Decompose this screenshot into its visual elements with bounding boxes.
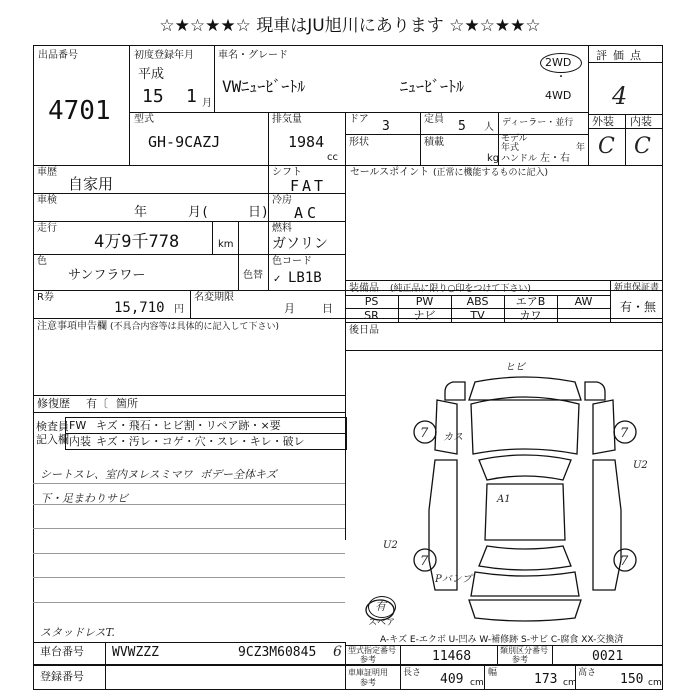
equipment-label: 装備品 [349, 283, 379, 294]
warranty-value: 有・無 [620, 300, 657, 314]
first-reg-label: 初度登録年月 [134, 50, 194, 61]
sales-point-note: (正常に機能するものに記入) [433, 168, 549, 178]
equip-ps: PS [364, 295, 379, 308]
equip-pw: PW [415, 295, 434, 308]
inspector-int-items: キズ・汚レ・コゲ・穴・スレ・キレ・破レ [96, 435, 305, 448]
color-code-label: 色コード [272, 256, 312, 267]
equip-sr: SR [364, 309, 379, 322]
diagram-hood [471, 397, 579, 454]
diagram-left-front-fender [435, 400, 457, 454]
height: 150 [620, 672, 644, 687]
door-count: 3 [382, 119, 390, 134]
equip-abs: ABS [466, 295, 489, 308]
body-type-label: 形状 [349, 137, 369, 148]
note-line1: シートスレ、室内ヌレスミマワ [40, 468, 193, 481]
diagram-mark-a1: A1 [497, 494, 511, 505]
door-label: ドア [349, 114, 369, 125]
inspector-fw-items: キズ・飛石・ヒビ割・リペア跡・×要 [96, 419, 281, 432]
dimensions-label: 車庫証明用 [348, 668, 388, 677]
model-year-unit: 年 [576, 143, 586, 153]
diagram-mark-u2-left: U2 [383, 540, 398, 551]
diagram-right-front-fender [593, 400, 615, 454]
history: 自家用 [68, 175, 114, 193]
length-unit: cm [470, 678, 484, 688]
name-change-label: 名変期限 [194, 292, 234, 303]
warranty-label: 新車保証書 [614, 283, 660, 293]
car-grade: ﾆｭｰﾋﾞｰﾄﾙ [400, 77, 465, 96]
diagram-mark-ks: カス [443, 432, 463, 443]
length-label: 長さ [403, 668, 422, 678]
history-label: 車歴 [37, 167, 57, 178]
lot-label: 出品番号 [38, 50, 78, 61]
equip-aw: AW [574, 295, 593, 308]
chassis-prefix: WVWZZZ [112, 645, 159, 660]
capacity-label: 定員 [424, 114, 444, 125]
dimensions-ref: 参考 [360, 678, 376, 687]
name-change-month: 月 [284, 302, 295, 315]
diagram-mark-pbump: Pバンプ [435, 574, 472, 585]
drive-4wd: 4WD [545, 89, 572, 102]
class-spec-ref: 参考 [512, 655, 528, 664]
width-unit: cm [563, 678, 577, 688]
repair-label: 修復歴 [37, 397, 70, 410]
note-line1b: ボデー全体キズ [200, 468, 277, 481]
exterior-grade: C [598, 134, 615, 159]
repair-unit: 箇所 [116, 397, 138, 410]
height-label: 高さ [578, 668, 597, 678]
load-label: 積載 [424, 137, 444, 148]
model-label: 型式 [134, 114, 154, 125]
fuel-label: 燃料 [272, 223, 292, 234]
color: サンフラワー [68, 268, 146, 283]
fuel: ガソリン [272, 236, 328, 252]
diagram-mark-fr: 7 [620, 426, 629, 441]
rating-score: 4 [612, 82, 628, 110]
drive-2wd: 2WD [545, 56, 572, 69]
sales-point-label: セールスポイント [350, 167, 430, 178]
color-change-label: 色替 [243, 270, 263, 281]
notes-label: 注意事項申告欄 [37, 321, 107, 332]
first-reg-year: 15 [142, 86, 164, 107]
length: 409 [440, 672, 464, 687]
equipment-note: (純正品に限り○印をつけて下さい) [390, 284, 531, 294]
chassis-number: 9CZ3M60845 [238, 645, 317, 660]
inspection-day: 日) [248, 205, 269, 220]
displacement-label: 排気量 [272, 114, 302, 125]
width: 173 [534, 672, 558, 687]
spare-mark: 有 [375, 600, 386, 613]
mileage-label: 走行 [37, 223, 57, 234]
diagram-left-side [429, 460, 457, 590]
exterior-label: 外装 [592, 115, 614, 128]
notes-note: (不具合内容等は具体的に記入して下さい) [110, 322, 280, 332]
inspector-label2: 記入欄 [36, 433, 69, 446]
car-damage-diagram [383, 360, 655, 630]
model-year-label1: モデル [501, 134, 528, 144]
color-label: 色 [37, 256, 47, 267]
diagram-windshield [479, 455, 571, 480]
chassis-last-digit: 6 [333, 644, 342, 660]
shift-label: シフト [272, 167, 302, 178]
mileage-unit: km [218, 239, 234, 250]
interior-grade: C [634, 134, 651, 159]
spare-label: スペア [368, 618, 396, 628]
header-banner: ☆★☆★★☆ 現車はJU旭川にあります ☆★☆★★☆ [159, 16, 541, 36]
registration-label: 登録番号 [40, 670, 84, 683]
model-year-label2: 年式 [501, 143, 520, 153]
handle-value: 左・右 [540, 153, 570, 164]
equip-airbag: エアB [515, 295, 546, 308]
diagram-trunk [471, 572, 579, 596]
recycle-label: R券 [37, 292, 54, 303]
width-label: 幅 [488, 668, 498, 678]
displacement: 1984 [288, 133, 325, 151]
first-reg-era: 平成 [138, 67, 165, 82]
diagram-roof [485, 484, 565, 540]
inspection-month: 月( [188, 205, 209, 220]
diagram-mark-rr: 7 [620, 554, 629, 569]
load-unit: kg [487, 153, 500, 164]
mileage: 4万9千778 [94, 232, 180, 252]
rating-label: 評価点 [596, 49, 647, 62]
model-spec-ref: 参考 [360, 655, 376, 664]
equip-leather: カワ [519, 309, 542, 322]
note-line2: 下・足まわりサビ [40, 492, 128, 505]
inspection-label: 車検 [37, 195, 57, 206]
color-code: LB1B [288, 270, 322, 286]
aircon-label: 冷房 [272, 195, 292, 206]
diagram-rear-window [479, 546, 571, 570]
diagram-rear-bumper [469, 600, 581, 621]
aircon: AC [294, 204, 321, 222]
class-spec: 0021 [592, 649, 624, 664]
car-name: VWﾆｭｰﾋﾞｰﾄﾙ [222, 77, 306, 96]
inspection-year: 年 [134, 205, 148, 220]
repair-value: 有〔 [86, 397, 108, 410]
diagram-mark-fl: 7 [420, 426, 429, 441]
color-code-check: ✓ [273, 274, 282, 285]
diagram-mark-u2-right: U2 [633, 460, 648, 471]
equip-navi: ナビ [413, 309, 436, 322]
first-reg-month-unit: 月 [202, 98, 212, 109]
drive-dot: ・ [556, 72, 566, 83]
interior-label: 内装 [630, 115, 652, 128]
car-name-label: 車名・グレード [218, 50, 288, 61]
name-change-day: 日 [322, 302, 333, 315]
inspector-int-label: 内装 [69, 435, 91, 448]
dealer-label: ディーラー・並行 [502, 118, 574, 128]
recycle-amount: 15,710 [114, 300, 165, 316]
inspector-label1: 検査員 [36, 420, 69, 433]
model-spec: 11468 [432, 649, 472, 664]
displacement-unit: cc [327, 152, 338, 163]
handle-label: ハンドル [501, 154, 538, 164]
diagram-right-side [593, 460, 621, 590]
model-code: GH-9CAZJ [148, 133, 221, 151]
model-spec-label: 型式指定番号 [348, 646, 396, 655]
seat-after-label: 後日品 [349, 325, 379, 336]
damage-legend: A-キズ E-エクボ U-凹み W-補修跡 S-サビ C-腐食 XX-交換済 [380, 635, 624, 645]
diagram-mark-crack: ヒビ [505, 362, 525, 373]
equip-tv: TV [470, 309, 485, 322]
shift: FAT [290, 177, 327, 195]
chassis-label: 車台番号 [40, 645, 84, 658]
recycle-unit: 円 [174, 304, 184, 315]
lot-number: 4701 [48, 96, 111, 126]
diagram-mark-rl: 7 [420, 554, 429, 569]
height-unit: cm [648, 678, 662, 688]
capacity-unit: 人 [484, 122, 494, 133]
note-line3: スタッドレスT. [40, 626, 115, 639]
first-reg-month: 1 [186, 86, 197, 107]
capacity: 5 [458, 119, 466, 134]
class-spec-label: 類別区分番号 [500, 646, 548, 655]
inspector-fw-label: FW [69, 419, 87, 432]
